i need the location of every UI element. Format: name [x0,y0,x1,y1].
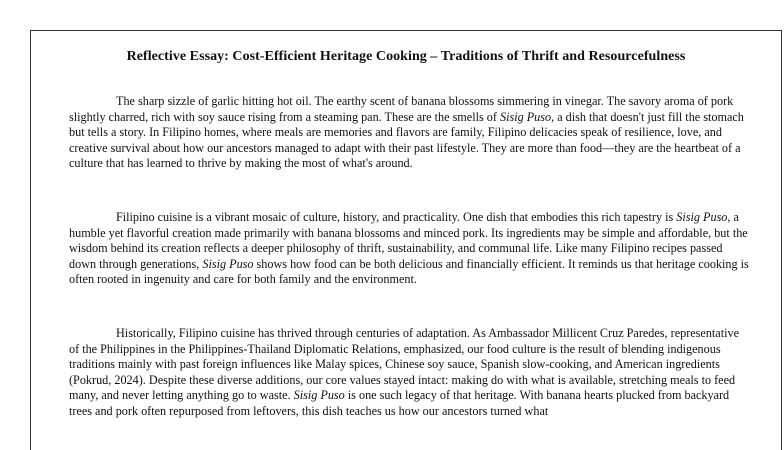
document-page [30,30,782,450]
essay-title: Reflective Essay: Cost-Efficient Heritage Cooking – Traditions of Thrift and Resourcefulness [126,49,686,64]
paragraph-1-text-a: The sharp sizzle of garlic hitting hot oil. The earthy scent of banana blossoms simmering in vinegar. The savory aroma of pork slightly charred, rich with soy sauce rising from a steaming pan. These are the smells of [69,94,734,124]
paragraph-2-text-c: shows how food can be both delicious and financially efficient. It reminds us that heritage cooking is often rooted in ingenuity and care for both family and the environment. [69,256,749,287]
paragraph-3-text-b: is one such legacy of that heritage. With banana hearts plucked from backyard trees and pork often repurposed from leftovers, this dish teaches us how our ancestors turned what [69,388,730,418]
paragraph-2-text-b: , a humble yet flavorful creation made primarily with banana blossoms and minced pork. Its ingredients may be simple and affordable, but the wisdom behind its creation reflects a deeper philosophy of thrift, sustainability, and communal life. Like many Filipino recipes passed down through generations, [69,210,748,271]
paragraph-2-text-a: Filipino cuisine is a vibrant mosaic of culture, history, and practicality. One dish that embodies this rich tapestry is [116,210,677,224]
paragraph-2-italic-dish-1: Sisig Puso [676,210,728,224]
paragraph-1-italic-dish: Sisig Puso [499,109,552,124]
paragraph-2-italic-dish-2: Sisig Puso [202,256,254,271]
paragraph-3 [69,326,749,420]
paragraph-1-text-b: , a dish that doesn't just fill the stomach but tells a story. In Filipino homes, where meals are memories and flavors are family, Filipino delicacies speak of resilience, love, and creative survival about how our ancestors managed to adapt with their past lifestyle. They are more than food—they are the heartbeat of a culture that has learned to thrive by making the most of what's around. [69,109,744,171]
paragraph-1 [69,94,749,172]
paragraph-3-italic-dish: Sisig Puso [293,388,345,403]
paragraph-3-text-a: Historically, Filipino cuisine has thrived through centuries of adaptation. As Ambassador Millicent Cruz Paredes, representative of the Philippines in the Philippines-Thailand Diplomatic Relations, emphasized, our food culture is the result of blending indigenous traditions mainly with past foreign influences like Malay spices, Chinese soy sauce, Spanish slow-cooking, and American ingredients (Pokrud, 2024). Despite these diverse additions, our core values stayed intact: making do with what is available, stretching meals to feed many, and never letting anything go to waste. [69,326,739,403]
paragraph-2 [69,210,749,288]
